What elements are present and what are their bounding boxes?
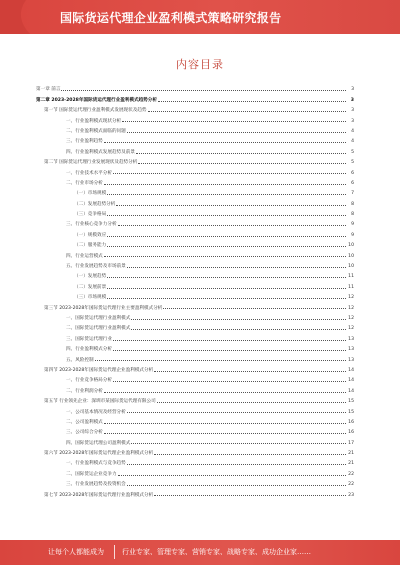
toc-entry[interactable]: [36, 155, 354, 165]
toc-entry[interactable]: [36, 238, 354, 248]
toc-entry-text: 三、国际货运代理行业: [66, 336, 112, 342]
toc-entry-page-number: 14: [348, 378, 354, 384]
toc-dot-leader: [107, 194, 346, 195]
toc-entry[interactable]: [36, 373, 354, 383]
toc-entry[interactable]: [36, 342, 354, 352]
toc-dot-leader: [104, 433, 346, 434]
toc-entry[interactable]: [36, 321, 354, 331]
toc-entry-page-number: 15: [348, 399, 354, 405]
toc-entry-page-number: 16: [348, 430, 354, 436]
toc-dot-leader: [95, 360, 346, 361]
toc-entry[interactable]: [36, 248, 354, 258]
toc-dot-leader: [154, 371, 346, 372]
toc-entry[interactable]: [36, 134, 354, 144]
toc-entry[interactable]: [36, 259, 354, 269]
toc-entry-text: 第七节 2023-2028年国际货运代理行业盈利模式分析: [44, 492, 154, 498]
toc-dot-leader: [127, 485, 346, 486]
page-footer: [0, 540, 400, 565]
toc-entry-text: （三）竞争格局: [74, 212, 107, 218]
header-title: 国际货运代理企业盈利模式策略研究报告: [60, 11, 282, 25]
toc-dot-leader: [122, 121, 346, 122]
toc-entry-page-number: 10: [348, 253, 354, 259]
toc-dot-leader: [113, 381, 346, 382]
toc-entry-page-number: 3: [350, 97, 354, 103]
toc-entry[interactable]: [36, 352, 354, 362]
toc-entry-text: 一、国际货运代理行业盈利模式: [66, 315, 131, 321]
toc-entry-text: 第二章 2023-2028年国际货运代理行业盈利模式趋势分析: [36, 97, 157, 103]
footer-divider: [114, 545, 115, 559]
toc-entry-text: 二、国际货运代理行业盈利模式: [66, 326, 131, 332]
toc-entry-page-number: 23: [348, 492, 354, 498]
toc-entry-page-number: 12: [348, 295, 354, 301]
toc-entry[interactable]: [36, 425, 354, 435]
toc-entry-page-number: 13: [348, 347, 354, 353]
table-of-contents: [36, 82, 354, 498]
toc-dot-leader: [104, 256, 346, 257]
toc-dot-leader: [138, 163, 346, 164]
toc-dot-leader: [136, 153, 346, 154]
toc-entry-page-number: 5: [351, 160, 354, 166]
toc-entry[interactable]: [36, 331, 354, 341]
toc-entry-text: 一、行业盈利模式现状分析: [66, 118, 122, 124]
toc-entry[interactable]: [36, 363, 354, 373]
toc-entry[interactable]: [36, 487, 354, 497]
toc-entry-text: 第二节 国际货运代理行业发展现状及趋势分析: [44, 160, 138, 166]
toc-entry-text: 二、行业市场分析: [66, 180, 103, 186]
footer-slogan-left: 让每个人都能成为: [48, 548, 104, 556]
toc-entry[interactable]: [36, 477, 354, 487]
toc-entry-text: 五、风险控制: [66, 357, 94, 363]
toc-entry-text: 二、行业利润分析: [66, 388, 103, 394]
toc-entry-text: 三、行业核心竞争力分析: [66, 222, 117, 228]
toc-entry[interactable]: [36, 196, 354, 206]
toc-entry-text: 一、行业技术水平分析: [66, 170, 112, 176]
toc-dot-leader: [118, 225, 346, 226]
toc-entry[interactable]: [36, 300, 354, 310]
toc-entry[interactable]: [36, 186, 354, 196]
toc-entry-page-number: 22: [348, 482, 354, 488]
toc-entry[interactable]: [36, 383, 354, 393]
toc-dot-leader: [107, 246, 346, 247]
header-swoosh-decoration: [0, 0, 40, 34]
toc-entry-page-number: 3: [351, 108, 354, 114]
toc-entry-text: 四、行业盈利模式发展趋势及前景: [66, 149, 135, 155]
toc-entry-text: 四、国际货运代理公司盈利模式: [66, 440, 131, 446]
toc-entry[interactable]: [36, 92, 354, 102]
toc-dot-leader: [157, 402, 346, 403]
toc-entry-page-number: 14: [348, 367, 354, 373]
toc-entry-text: 一、行业盈利模式与竞争趋势: [66, 461, 126, 467]
toc-entry-page-number: 5: [351, 149, 354, 155]
toc-entry[interactable]: [36, 311, 354, 321]
toc-title: 内容目录: [176, 58, 224, 71]
toc-entry-text: （二）发展前景: [74, 284, 107, 290]
toc-dot-leader: [107, 277, 346, 278]
toc-dot-leader: [61, 90, 346, 91]
toc-entry[interactable]: [36, 82, 354, 92]
toc-entry-text: 第一章 前言: [36, 87, 61, 93]
toc-entry-page-number: 10: [348, 243, 354, 249]
toc-entry[interactable]: [36, 466, 354, 476]
toc-dot-leader: [107, 236, 346, 237]
toc-entry-page-number: 15: [348, 409, 354, 415]
toc-entry-text: 二、公司盈利模式: [66, 419, 103, 425]
toc-entry[interactable]: [36, 217, 354, 227]
toc-dot-leader: [154, 495, 346, 496]
toc-entry[interactable]: [36, 415, 354, 425]
toc-entry-text: 第三节 2023-2028年国际货运代理行业主要盈利模式分析: [44, 305, 163, 311]
toc-entry-page-number: 7: [351, 191, 354, 197]
toc-entry[interactable]: [36, 290, 354, 300]
toc-dot-leader: [127, 267, 346, 268]
toc-entry-text: 四、行业运营模式: [66, 253, 103, 259]
toc-entry[interactable]: [36, 446, 354, 456]
toc-entry-page-number: 22: [348, 471, 354, 477]
toc-entry[interactable]: [36, 165, 354, 175]
toc-entry-page-number: 11: [348, 274, 354, 280]
toc-entry-text: （一）规模效应: [74, 232, 107, 238]
footer-slogan-right: 行业专家、管理专家、营销专家、战略专家、成功企业家……: [122, 548, 311, 556]
toc-dot-leader: [104, 142, 346, 143]
toc-entry-text: 五、行业发展趋势及市场前景: [66, 264, 126, 270]
toc-entry-text: 三、行业发展趋势及投资机会: [66, 482, 126, 488]
toc-dot-leader: [127, 464, 346, 465]
toc-entry[interactable]: [36, 113, 354, 123]
toc-entry-page-number: 3: [351, 118, 354, 124]
toc-entry-page-number: 11: [348, 284, 354, 290]
page-header: [0, 0, 400, 34]
toc-dot-leader: [107, 215, 346, 216]
toc-entry[interactable]: [36, 279, 354, 289]
toc-entry[interactable]: [36, 176, 354, 186]
toc-entry-text: 三、公司综合分析: [66, 430, 103, 436]
toc-dot-leader: [127, 412, 346, 413]
toc-entry-text: （一）市场规模: [74, 191, 107, 197]
toc-entry-text: 第六节 2023-2028年国际货运代理企业盈利模式分析: [44, 451, 154, 457]
toc-entry-text: 四、行业盈利模式分析: [66, 347, 112, 353]
toc-entry-page-number: 13: [348, 336, 354, 342]
toc-entry-page-number: 21: [348, 461, 354, 467]
toc-dot-leader: [113, 173, 346, 174]
toc-entry-page-number: 16: [348, 419, 354, 425]
toc-entry-text: 第一节 国际货运代理行业盈利模式发展现状及趋势: [44, 108, 147, 114]
toc-dot-leader: [154, 454, 346, 455]
toc-entry-text: 一、公司基本情况及经营分析: [66, 409, 126, 415]
toc-dot-leader: [113, 350, 346, 351]
toc-dot-leader: [131, 319, 346, 320]
toc-entry[interactable]: [36, 269, 354, 279]
toc-entry-page-number: 12: [348, 305, 354, 311]
toc-dot-leader: [113, 340, 346, 341]
toc-entry[interactable]: [36, 394, 354, 404]
toc-entry-page-number: 17: [348, 440, 354, 446]
toc-entry-text: 第四节 2023-2028年国际货运代理企业盈利模式分析: [44, 367, 154, 373]
toc-dot-leader: [104, 423, 346, 424]
toc-entry-page-number: 4: [351, 139, 354, 145]
toc-dot-leader: [148, 111, 346, 112]
toc-entry-page-number: 10: [348, 264, 354, 270]
toc-dot-leader: [104, 392, 346, 393]
toc-entry-text: （二）服务能力: [74, 243, 107, 249]
toc-dot-leader: [127, 132, 346, 133]
toc-entry[interactable]: [36, 435, 354, 445]
toc-entry-text: （一）发展趋势: [74, 274, 107, 280]
toc-dot-leader: [163, 308, 346, 309]
toc-entry-page-number: 6: [351, 180, 354, 186]
toc-entry[interactable]: [36, 207, 354, 217]
toc-entry-page-number: 14: [348, 388, 354, 394]
toc-entry[interactable]: [36, 144, 354, 154]
toc-entry[interactable]: [36, 103, 354, 113]
toc-entry-page-number: 8: [351, 212, 354, 218]
toc-dot-leader: [104, 184, 346, 185]
toc-entry-text: 二、国际货运企业竞争力: [66, 471, 117, 477]
toc-entry-page-number: 12: [348, 315, 354, 321]
toc-entry[interactable]: [36, 227, 354, 237]
toc-entry[interactable]: [36, 124, 354, 134]
toc-dot-leader: [107, 288, 346, 289]
toc-entry-text: 一、行业竞争格局分析: [66, 378, 112, 384]
toc-dot-leader: [107, 298, 346, 299]
toc-entry-page-number: 4: [351, 128, 354, 134]
toc-entry-text: 二、行业盈利模式面临的问题: [66, 128, 126, 134]
toc-entry-page-number: 12: [348, 326, 354, 332]
toc-entry-page-number: 8: [351, 201, 354, 207]
toc-entry-page-number: 3: [351, 87, 354, 93]
toc-dot-leader: [118, 475, 346, 476]
toc-entry-page-number: 21: [348, 451, 354, 457]
toc-dot-leader: [158, 101, 346, 102]
toc-entry-text: 三、行业盈利趋势: [66, 139, 103, 145]
toc-dot-leader: [116, 205, 346, 206]
toc-dot-leader: [131, 329, 346, 330]
toc-entry-text: （三）市场规模: [74, 295, 107, 301]
toc-entry-page-number: 9: [351, 222, 354, 228]
toc-entry-page-number: 9: [351, 232, 354, 238]
toc-entry-page-number: 13: [348, 357, 354, 363]
toc-dot-leader: [131, 443, 346, 444]
toc-entry[interactable]: [36, 456, 354, 466]
toc-entry[interactable]: [36, 404, 354, 414]
toc-entry-page-number: 6: [351, 170, 354, 176]
toc-entry-text: 第五节 行业领先企业：深圳市某国际货运代理有限公司: [44, 399, 156, 405]
toc-entry-text: （二）发展趋势分析: [74, 201, 116, 207]
